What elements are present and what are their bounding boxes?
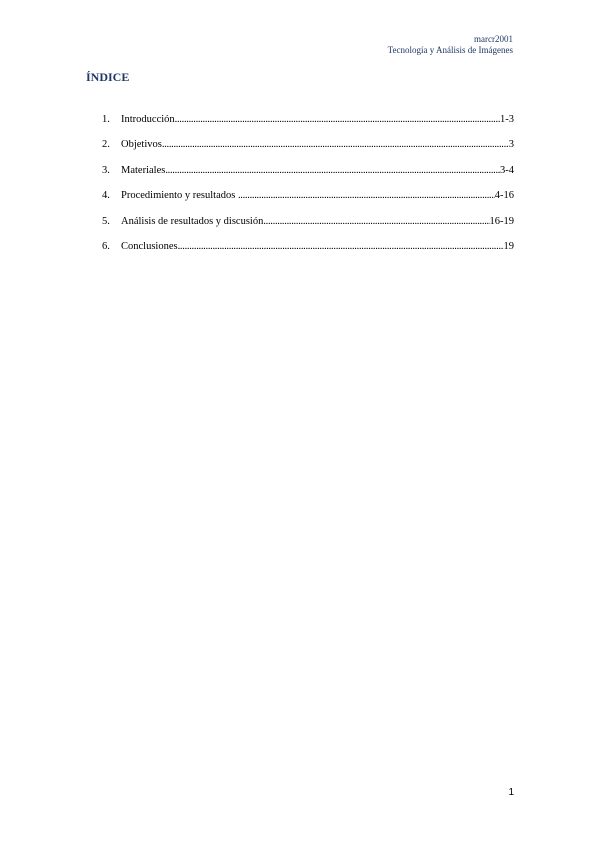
toc-dot-leader <box>165 165 500 176</box>
header-course: Tecnología y Análisis de Imágenes <box>387 45 513 55</box>
toc-entry-label: Objetivos <box>121 139 162 151</box>
page-title: ÍNDICE <box>86 70 130 84</box>
toc-entry-procedimiento[interactable] <box>102 190 514 215</box>
toc-entry-page: 3 <box>508 139 514 151</box>
toc-entry-number: 1. <box>102 114 110 125</box>
toc-dot-leader <box>162 139 509 150</box>
toc-dot-leader <box>178 241 504 252</box>
toc-entry-label: Análisis de resultados y discusión <box>121 215 264 227</box>
toc-entry-objetivos[interactable] <box>102 139 514 164</box>
toc-entry-analisis[interactable] <box>102 216 514 241</box>
toc-entry-label: Procedimiento y resultados <box>121 190 238 202</box>
toc-entry-page: 16-19 <box>489 215 514 227</box>
page-number: 1 <box>508 787 514 798</box>
toc-entry-page: 4-16 <box>494 190 514 202</box>
toc-entry-number: 4. <box>102 190 110 202</box>
toc-entry-conclusiones[interactable] <box>102 241 514 266</box>
toc-entry-introduccion[interactable] <box>102 114 514 139</box>
table-of-contents <box>102 114 514 266</box>
toc-entry-label: Materiales <box>121 164 166 176</box>
toc-dot-leader <box>263 216 489 227</box>
toc-entry-page: 3-4 <box>500 164 514 176</box>
toc-entry-number: 5. <box>102 215 110 227</box>
toc-entry-number: 3. <box>102 164 110 176</box>
running-header <box>388 34 513 56</box>
header-author: marcr2001 <box>474 34 513 44</box>
toc-entry-label: Conclusiones <box>121 240 178 252</box>
toc-entry-materiales[interactable] <box>102 165 514 190</box>
toc-entry-number: 2. <box>102 139 110 151</box>
toc-entry-page: 1-3 <box>500 114 514 125</box>
toc-entry-number: 6. <box>102 240 110 252</box>
toc-dot-leader <box>175 114 500 125</box>
toc-entry-label: Introducción <box>121 114 175 125</box>
toc-entry-page: 19 <box>503 240 514 252</box>
toc-dot-leader <box>238 190 495 201</box>
